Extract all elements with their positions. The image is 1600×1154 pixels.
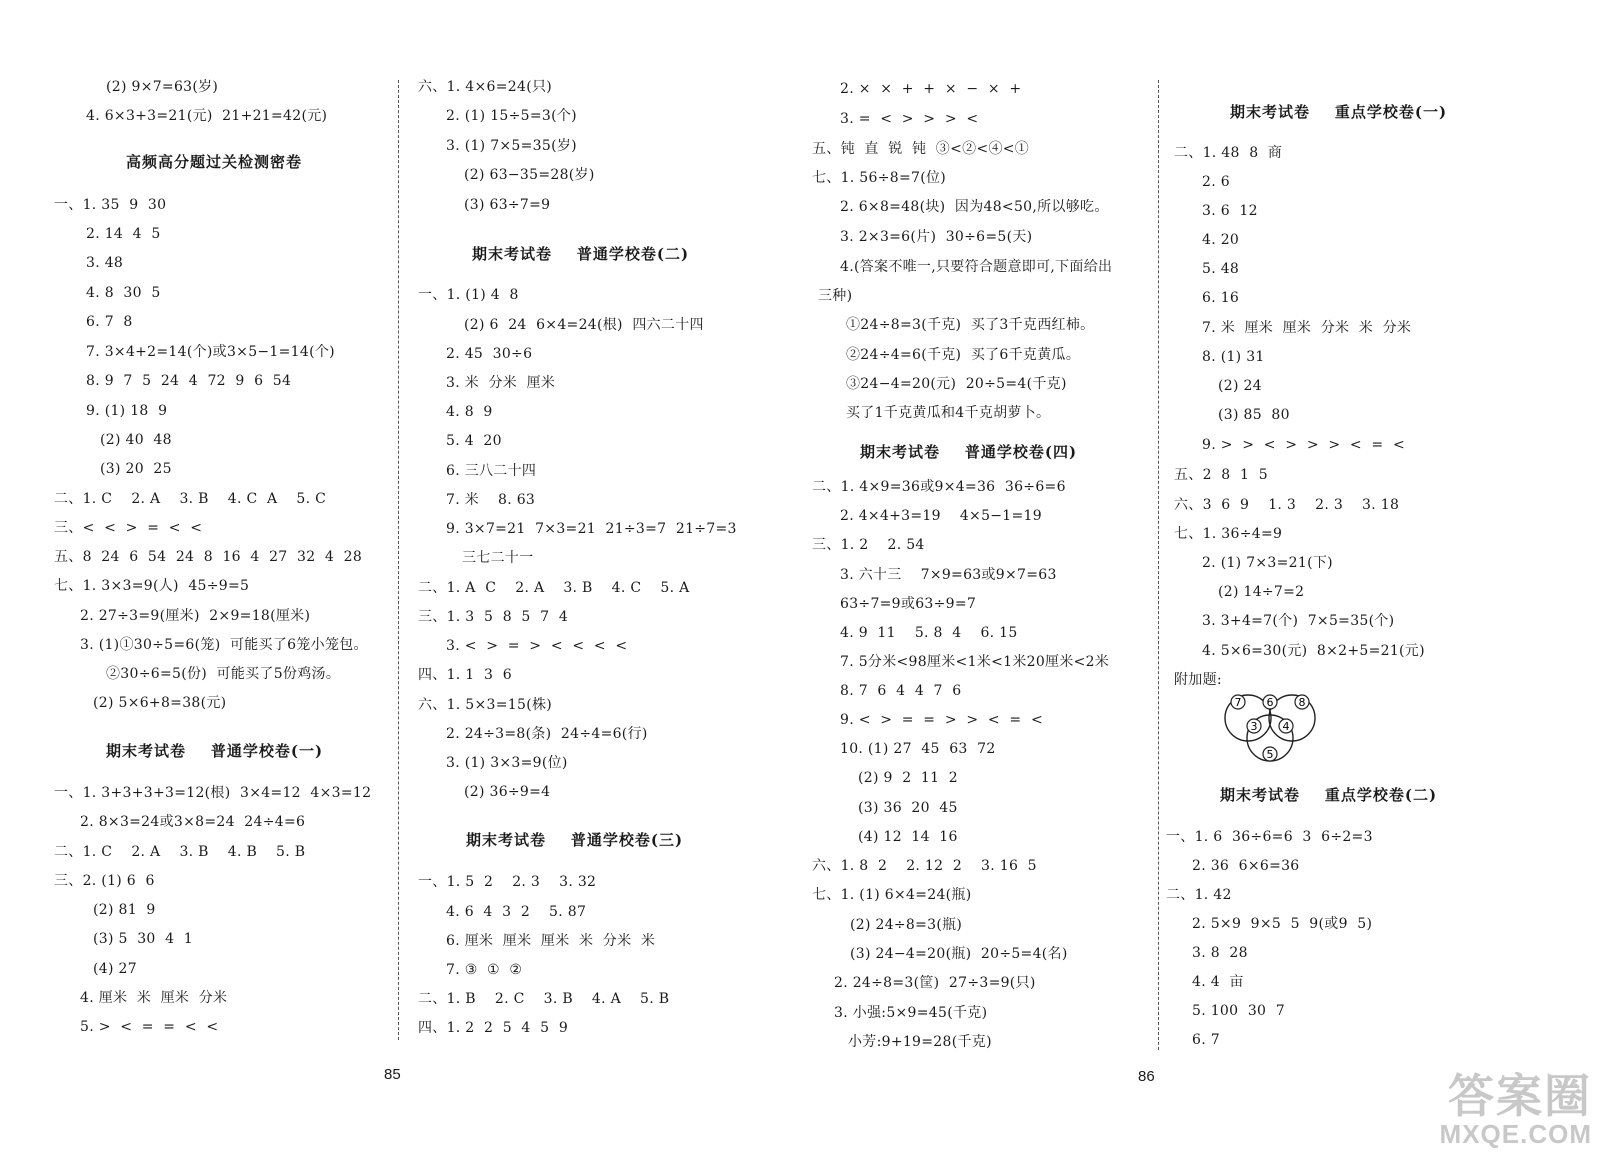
answer-line: 四、1. 2 2 5 4 5 9 [418,1020,569,1036]
answer-line: 二、1. 4×9=36或9×4=36 36÷6=6 [812,479,1066,495]
answer-line: 3. 2×3=6(片) 30÷6=5(天) [840,229,1033,245]
answer-line: ②24÷4=6(千克) 买了6千克黄瓜。 [846,347,1081,363]
answer-line: (3) 24−4=20(瓶) 20÷5=4(名) [850,946,1068,962]
answer-line: 小芳:9+19=28(千克) [848,1034,992,1050]
puzzle-figure [1222,688,1318,766]
answer-line: 4. 8 30 5 [86,285,161,301]
answer-line: 一、1. 35 9 30 [54,197,167,213]
section-heading: 期末考试卷 普通学校卷(四) [860,443,1078,461]
answer-line: (2) 24 [1218,378,1262,394]
answer-line: 3. 小强:5×9=45(千克) [834,1005,988,1021]
answer-line: 2. 27÷3=9(厘米) 2×9=18(厘米) [80,608,311,624]
answer-line: 4. 厘米 米 厘米 分米 [80,990,228,1006]
answer-line: 8. 7 6 4 4 7 6 [840,683,962,699]
puzzle-number: 4 [1282,720,1290,733]
answer-line: 8. 9 7 5 24 4 72 9 6 54 [86,373,292,389]
section-heading: 期末考试卷 普通学校卷(一) [106,742,324,760]
answer-line: 六、1. 8 2 2. 12 2 3. 16 5 [812,858,1037,874]
answer-line: 4. 5×6=30(元) 8×2+5=21(元) [1202,643,1425,659]
answer-line: 3. 8 28 [1192,945,1248,961]
answer-line: 4. 8 9 [446,404,493,420]
answer-line: (2) 5×6+8=38(元) [93,695,227,711]
answer-line: 五、2 8 1 5 [1174,467,1268,483]
answer-line: 三、1. 2 2. 54 [812,537,925,553]
answer-line: 2. (1) 7×3=21(下) [1202,555,1333,571]
answer-line: 三、< < > = < < [54,520,203,536]
answer-line: 3. 六十三 7×9=63或9×7=63 [840,567,1057,583]
answer-line: 9. (1) 18 9 [86,403,168,419]
watermark [1440,1072,1592,1148]
answer-line: 3. 3+4=7(个) 7×5=35(个) [1202,613,1395,629]
answer-line: 6. 7 8 [86,314,133,330]
answer-line: 2. × × + + × − × + [840,81,1022,97]
answer-line: 4. 9 11 5. 8 4 6. 15 [840,625,1018,641]
answer-line: 6. 厘米 厘米 厘米 米 分米 米 [446,933,656,949]
answer-line: (3) 36 20 45 [858,800,958,816]
answer-line: 3. 48 [86,255,124,271]
answer-line: 七、1. 3×3=9(人) 45÷9=5 [54,578,250,594]
answer-line: 六、1. 4×6=24(只) [418,79,553,95]
answer-line: 5. 100 30 7 [1192,1003,1285,1019]
answer-line: (2) 14÷7=2 [1218,584,1305,600]
answer-line: 4. 6×3+3=21(元) 21+21=42(元) [86,108,328,124]
puzzle-number: 8 [1298,696,1306,709]
answer-line: 买了1千克黄瓜和4千克胡萝卜。 [846,405,1051,421]
answer-line: (2) 81 9 [93,902,156,918]
answer-line: 3. (1) 7×5=35(岁) [446,138,577,154]
answer-line: (3) 5 30 4 1 [93,931,194,947]
answer-line: 2. 24÷3=8(条) 24÷4=6(行) [446,726,648,742]
answer-line: 六、3 6 9 1. 3 2. 3 3. 18 [1174,497,1400,513]
answer-line: 三七二十一 [462,550,534,566]
answer-line: 三、1. 3 5 8 5 7 4 [418,609,569,625]
watermark-logo-text: 答案圈 [1448,1070,1592,1122]
answer-line: 6. 7 [1192,1032,1220,1048]
section-heading: 期末考试卷 普通学校卷(二) [472,245,690,263]
answer-line: 一、1. 6 36÷6=6 3 6÷2=3 [1166,829,1373,845]
answer-line: (2) 9 2 11 2 [858,770,959,786]
answer-line: 2. (1) 15÷5=3(个) [446,108,577,124]
answer-line: 二、1. A C 2. A 3. B 4. C 5. A [418,580,690,596]
answer-line: 4. 4 亩 [1192,974,1244,990]
answer-line: 9. > > < > > > < = < [1202,437,1405,453]
answer-line: 2. 36 6×6=36 [1192,858,1300,874]
answer-line: 六、1. 5×3=15(株) [418,697,553,713]
answer-line: 一、1. 5 2 2. 3 3. 32 [418,874,597,890]
answer-line: 一、1. (1) 4 8 [418,287,519,303]
answer-line: (4) 27 [93,961,137,977]
answer-line: (2) 63−35=28(岁) [464,167,595,183]
answer-line: 2. 14 4 5 [86,226,161,242]
answer-line: 9. 3×7=21 7×3=21 21÷3=7 21÷7=3 [446,521,737,537]
answer-line: 10. (1) 27 45 63 72 [840,741,996,757]
answer-line: ①24÷8=3(千克) 买了3千克西红柿。 [846,317,1095,333]
puzzle-number: 5 [1266,748,1274,761]
answer-line: 七、1. 36÷4=9 [1174,526,1283,542]
section-heading: 期末考试卷 重点学校卷(一) [1230,103,1448,121]
answer-line: 五、8 24 6 54 24 8 16 4 27 32 4 28 [54,549,363,565]
answer-line: 七、1. (1) 6×4=24(瓶) [812,887,972,903]
answer-line: ②30÷6=5(份) 可能买了5份鸡汤。 [106,666,341,682]
answer-line: 二、1. C 2. A 3. B 4. B 5. B [54,844,306,860]
answer-line: 2. 6×8=48(块) 因为48<50,所以够吃。 [840,199,1109,215]
answer-line: 7. 5分米<98厘米<1米<1米20厘米<2米 [840,654,1110,670]
column-divider [398,80,399,1040]
answer-line: 4.(答案不唯一,只要符合题意即可,下面给出 [840,259,1113,275]
answer-line: 四、1. 1 3 6 [418,667,512,683]
answer-line: 7. 米 8. 63 [446,492,536,508]
watermark-url: MXQE.COM [1439,1119,1592,1149]
answer-line: 二、1. 42 [1166,887,1232,903]
answer-line: (3) 63÷7=9 [464,197,551,213]
section-heading: 期末考试卷 普通学校卷(三) [466,831,684,849]
answer-line: 3. (1) 3×3=9(位) [446,755,568,771]
answer-line: 附加题: [1174,672,1222,688]
answer-line: (2) 24÷8=3(瓶) [850,917,963,933]
answer-line: (4) 12 14 16 [858,829,958,845]
answer-line: ③24−4=20(元) 20÷5=4(千克) [846,376,1067,392]
answer-line: 五、钝 直 锐 钝 ③<②<④<① [812,141,1030,157]
answer-line: 9. < > = = > > < = < [840,712,1043,728]
page-number-right: 86 [1138,1068,1155,1085]
answer-line: (3) 20 25 [100,461,172,477]
answer-line: 3. (1)①30÷5=6(笼) 可能买了6笼小笼包。 [80,637,368,653]
answer-line: 2. 5×9 9×5 5 9(或9 5) [1192,916,1373,932]
answer-line: 6. 三八二十四 [446,463,537,479]
puzzle-number: 6 [1266,696,1274,709]
answer-line: 3. = < > > > < [840,111,979,127]
column-divider [1158,80,1159,1050]
answer-line: 一、1. 3+3+3+3=12(根) 3×4=12 4×3=12 [54,785,372,801]
section-heading: 高频高分题过关检测密卷 [126,153,303,171]
page-number-left: 85 [384,1066,401,1083]
answer-line: 3. < > = > < < < < [446,638,628,654]
section-heading: 期末考试卷 重点学校卷(二) [1220,786,1438,804]
answer-line: 4. 6 4 3 2 5. 87 [446,904,587,920]
answer-line: 三种) [818,288,853,304]
answer-line: (2) 40 48 [100,432,172,448]
answer-line: 2. 45 30÷6 [446,346,533,362]
answer-line: (2) 6 24 6×4=24(根) 四六二十四 [464,317,704,333]
answer-line: 2. 8×3=24或3×8=24 24÷4=6 [80,814,306,830]
answer-line: 7. 米 厘米 厘米 分米 米 分米 [1202,320,1412,336]
answer-line: (2) 36÷9=4 [464,784,551,800]
answer-line: 2. 24÷8=3(筐) 27÷3=9(只) [834,975,1036,991]
answer-line: 二、1. C 2. A 3. B 4. C A 5. C [54,491,327,507]
answer-line: 8. (1) 31 [1202,349,1265,365]
answer-line: 三、2. (1) 6 6 [54,873,155,889]
answer-line: 5. > < = = < < [80,1019,219,1035]
answer-line: 3. 6 12 [1202,203,1258,219]
answer-line: (2) 9×7=63(岁) [106,79,219,95]
puzzle-number: 7 [1234,696,1242,709]
answer-line: 七、1. 56÷8=7(位) [812,170,947,186]
answer-line: 2. 4×4+3=19 4×5−1=19 [840,508,1042,524]
answer-line: 5. 48 [1202,261,1240,277]
answer-line: 7. ③ ① ② [446,962,523,978]
answer-line: 6. 16 [1202,290,1240,306]
answer-line: 二、1. B 2. C 3. B 4. A 5. B [418,991,670,1007]
answer-line: 5. 4 20 [446,433,502,449]
answer-line: (3) 85 80 [1218,407,1290,423]
answer-line: 二、1. 48 8 商 [1174,145,1283,161]
answer-line: 3. 米 分米 厘米 [446,375,556,391]
answer-line: 7. 3×4+2=14(个)或3×5−1=14(个) [86,344,335,360]
puzzle-number: 3 [1250,720,1258,733]
answer-line: 63÷7=9或63÷9=7 [840,596,977,612]
answer-line: 2. 6 [1202,174,1230,190]
answer-line: 4. 20 [1202,232,1240,248]
